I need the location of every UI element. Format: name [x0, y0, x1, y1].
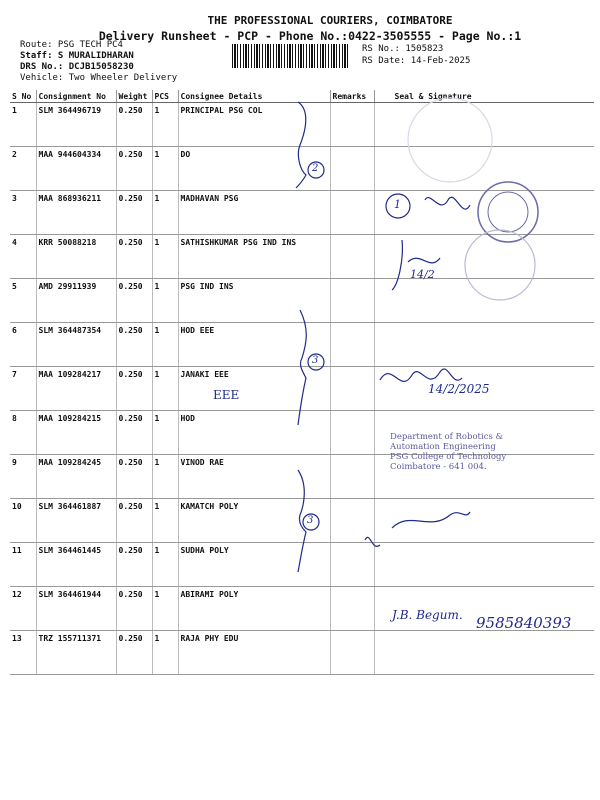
signature-row3 [425, 197, 470, 209]
cell-sno: 1 [10, 103, 36, 147]
cell-pcs: 1 [152, 411, 178, 455]
cell-consignment: KRR 50088218 [36, 235, 116, 279]
cell-consignment: SLM 364461887 [36, 499, 116, 543]
cell-weight: 0.250 [116, 499, 152, 543]
signature-row11 [365, 512, 470, 546]
circle-one-label: 1 [394, 198, 401, 211]
cell-sno: 7 [10, 367, 36, 411]
phone-row13: 9585840393 [476, 614, 572, 632]
seal-circle-faded [408, 98, 492, 182]
cell-consignee: HOD EEE [178, 323, 330, 367]
route-label: Route: PSG TECH PC4 [20, 40, 123, 50]
vehicle-label: Vehicle: Two Wheeler Delivery [20, 73, 178, 83]
stamp-line-2: Automation Engineering [390, 442, 496, 452]
cell-pcs: 1 [152, 587, 178, 631]
cell-sno: 13 [10, 631, 36, 675]
cell-pcs: 1 [152, 367, 178, 411]
cell-weight: 0.250 [116, 191, 152, 235]
cell-sno: 4 [10, 235, 36, 279]
bracket-2 [298, 310, 306, 425]
cell-weight: 0.250 [116, 411, 152, 455]
count-3b: 3 [307, 515, 314, 526]
cell-sno: 11 [10, 543, 36, 587]
cell-consignee: PRINCIPAL PSG COL [178, 103, 330, 147]
runsheet-subtitle: Delivery Runsheet - PCP - Phone No.:0422-3505555 - Page No.:1 [98, 29, 522, 43]
cell-sno: 12 [10, 587, 36, 631]
bracket-3 [298, 470, 306, 572]
cell-weight: 0.250 [116, 147, 152, 191]
stamp-line-3: PSG College of Technology [390, 452, 507, 462]
cell-weight: 0.250 [116, 367, 152, 411]
cell-consignee: ABIRAMI POLY [178, 587, 330, 631]
cell-consignee: PSG IND INS [178, 279, 330, 323]
cell-consignee: JANAKI EEE [178, 367, 330, 411]
seal-circle-1-inner [488, 192, 528, 232]
cell-consignment: MAA 109284215 [36, 411, 116, 455]
cell-sno: 5 [10, 279, 36, 323]
cell-sno: 10 [10, 499, 36, 543]
stamp-line-1: Department of Robotics & [390, 432, 504, 442]
cell-sno: 3 [10, 191, 36, 235]
col-pcs: PCS [152, 90, 178, 103]
department-stamp [390, 432, 506, 472]
cell-consignee: SUDHA POLY [178, 543, 330, 587]
col-sno: S No [10, 90, 36, 103]
cell-consignee: HOD [178, 411, 330, 455]
rs-number: RS No.: 1505823 [362, 44, 444, 54]
cell-pcs: 1 [152, 543, 178, 587]
rs-date: RS Date: 14-Feb-2025 [362, 56, 471, 66]
col-remarks: Remarks [330, 90, 374, 103]
cell-sno: 8 [10, 411, 36, 455]
cell-consignee: KAMATCH POLY [178, 499, 330, 543]
cell-pcs: 1 [152, 631, 178, 675]
company-title: THE PROFESSIONAL COURIERS, COIMBATORE [207, 14, 453, 27]
signature-row13: J.B. Begum. [392, 608, 463, 622]
cell-consignee: VINOD RAE [178, 455, 330, 499]
cell-consignment: MAA 868936211 [36, 191, 116, 235]
date-row7: 14/2/2025 [428, 382, 490, 396]
stamp-line-4: Coimbatore - 641 004. [390, 462, 487, 472]
col-weight: Weight [116, 90, 152, 103]
cell-sno: 9 [10, 455, 36, 499]
cell-pcs: 1 [152, 191, 178, 235]
cell-consignment: MAA 109284217 [36, 367, 116, 411]
cell-weight: 0.250 [116, 279, 152, 323]
cell-consignee: SATHISHKUMAR PSG IND INS [178, 235, 330, 279]
cell-weight: 0.250 [116, 543, 152, 587]
cell-consignee: MADHAVAN PSG [178, 191, 330, 235]
cell-weight: 0.250 [116, 103, 152, 147]
date-row5: 14/2 [410, 268, 435, 281]
cell-consignment: SLM 364496719 [36, 103, 116, 147]
col-consignment: Consignment No [36, 90, 116, 103]
cell-pcs: 1 [152, 103, 178, 147]
cell-consignment: SLM 364461445 [36, 543, 116, 587]
col-signature: Seal & Signature [374, 90, 594, 103]
signature-row5 [392, 240, 440, 290]
cell-consignment: MAA 109284245 [36, 455, 116, 499]
drs-label: DRS No.: DCJB15058230 [20, 62, 134, 72]
col-consignee: Consignee Details [178, 90, 330, 103]
handwritten-eee: EEE [213, 388, 240, 402]
cell-consignee: DO [178, 147, 330, 191]
cell-consignment: SLM 364487354 [36, 323, 116, 367]
cell-consignee: RAJA PHY EDU [178, 631, 330, 675]
cell-pcs: 1 [152, 323, 178, 367]
cell-weight: 0.250 [116, 455, 152, 499]
cell-consignment: TRZ 155711371 [36, 631, 116, 675]
cell-consignment: MAA 944604334 [36, 147, 116, 191]
cell-consignment: AMD 29911939 [36, 279, 116, 323]
count-3a: 3 [312, 355, 319, 366]
bracket-1 [296, 102, 306, 188]
staff-label: Staff: S MURALIDHARAN [20, 51, 134, 61]
cell-sno: 2 [10, 147, 36, 191]
cell-weight: 0.250 [116, 323, 152, 367]
signature-row7 [380, 369, 462, 381]
cell-pcs: 1 [152, 499, 178, 543]
cell-sno: 6 [10, 323, 36, 367]
cell-weight: 0.250 [116, 587, 152, 631]
cell-pcs: 1 [152, 279, 178, 323]
cell-weight: 0.250 [116, 235, 152, 279]
cell-pcs: 1 [152, 235, 178, 279]
cell-pcs: 1 [152, 455, 178, 499]
cell-pcs: 1 [152, 147, 178, 191]
cell-weight: 0.250 [116, 631, 152, 675]
count-2: 2 [312, 163, 319, 174]
cell-consignment: SLM 364461944 [36, 587, 116, 631]
